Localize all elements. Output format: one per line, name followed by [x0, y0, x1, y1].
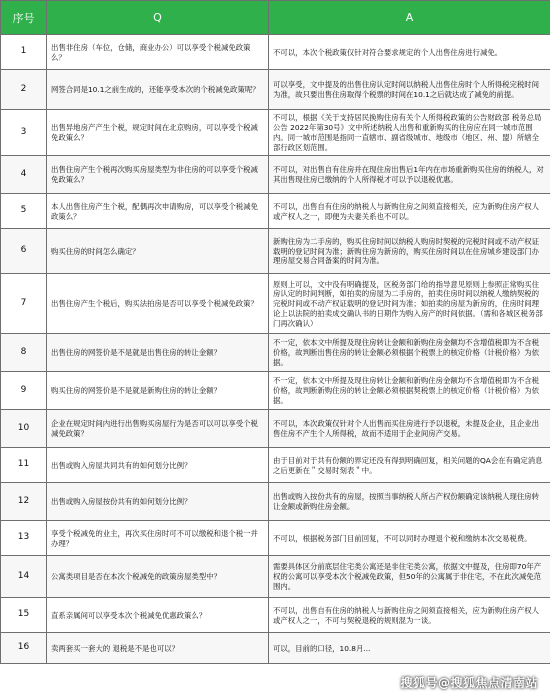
- row-number: 13: [1, 521, 47, 556]
- row-number: 1: [1, 35, 47, 70]
- row-question: 公寓类项目是否在本次个税减免的政策房屋类型中？: [47, 556, 269, 598]
- table-row: [1, 156, 550, 194]
- table-row: [1, 70, 550, 110]
- row-number: 2: [1, 70, 47, 110]
- row-question: 出售异地房产产生个税，规定时间在北京购房，可以享受个税减免政策么？: [47, 110, 269, 156]
- row-question: 出售住房产生个税再次购买房屋类型为非住房的可以享受个税减免政策么？: [47, 156, 269, 194]
- row-number: 9: [1, 372, 47, 410]
- row-answer: 新购住房为二手房的，购买住房时间以纳税人购房时契税的完税时间或不动产权证载明的登记时间为准；新购住房为新房的，购买住房时间以在住房城乡建设部门办理房屋交易合同备案的时间为准。: [269, 229, 550, 274]
- row-answer: 可以，目前的口径，10.8月...: [269, 633, 550, 664]
- table-row: [1, 598, 550, 633]
- table-row: [1, 410, 550, 448]
- row-answer: 不可以，本次个税政策仅针对符合要求规定的个人出售住房进行减免。: [269, 35, 550, 70]
- row-number: 6: [1, 229, 47, 274]
- row-answer: 不可以，本次政策仅针对个人出售而买住房进行予以退税，未提及企业，且企业出售住房不产生个人所得税，故而不适用于企业间房产交易。: [269, 410, 550, 448]
- table-row: [1, 372, 550, 410]
- row-number: 16: [1, 633, 47, 664]
- row-answer: 不可以，根据税务部门目前回复，不可以同时办理退个税和缴纳本次交易税费。: [269, 521, 550, 556]
- table-row: [1, 633, 550, 664]
- row-number: 3: [1, 110, 47, 156]
- row-number: 5: [1, 194, 47, 229]
- table-row: [1, 110, 550, 156]
- row-question: 购买住房的网签价是不是就是新购住房的转让金额？: [47, 372, 269, 410]
- row-question: 享受个税减免的业主，再次买住房时可不可以缴税和退个税一并办理？: [47, 521, 269, 556]
- row-answer: 需要具体区分前底层住宅类公寓还是非住宅类公寓，依据文中提及，住房即70年产权的公寓可以享受本次个税减免政策，但50年的公寓属于非住宅，不在此次减免范围内。: [269, 556, 550, 598]
- row-answer: 可以享受，文中提及的出售住房认定时间以纳税人出售住房时个人所得税完税时间为准，故只要出售住房取得个税票的时间在10.1之后就达成了减免的前提。: [269, 70, 550, 110]
- row-number: 14: [1, 556, 47, 598]
- row-question: 企业在规定时间内进行出售购买房屋行为是否可以可以享受个税减免政策？: [47, 410, 269, 448]
- table-row: [1, 521, 550, 556]
- row-question: 卖两套买一套大的 退税是不是也可以？: [47, 633, 269, 664]
- row-answer: 由于目前对于共有份额的界定还没有得到明确回复，相关问题的QA会在有确定消息之后更新在＂交易时刻表＂中。: [269, 448, 550, 483]
- row-number: 7: [1, 274, 47, 334]
- row-answer: 出售或购入按份共有的房屋，按照当事纳税人所占产权份额确定该纳税人现住房转让金额或新购住房金额。: [269, 483, 550, 521]
- row-number: 11: [1, 448, 47, 483]
- row-number: 4: [1, 156, 47, 194]
- row-question: 出售或购入房屋按份共有的如何划分比例？: [47, 483, 269, 521]
- header-question: Q: [47, 1, 269, 35]
- row-answer: 原则上可以，文中没有明确提及，区税务部门给的指导意见原则上参照正常购买住房认定的时间判断，如拍卖的房屋为二手房的，拍卖住房时间以纳税人缴纳契税的完税时间或不动产权证载明的登记时间为准；如拍卖的房屋为新房的，住房时间理论上以法院的拍卖成交确认书的日期作为购入房产的时间依据。（需和各城区税务部门再次确认）: [269, 274, 550, 334]
- row-answer: 不一定，依本文中所提及现住房转让金额和新购住房金额均不含增值税即为不含税价格，故判断新购住房的转让金额必须根据契税票上的核定价格（计税价格）为依据。: [269, 372, 550, 410]
- row-question: 直系亲属间可以享受本次个税减免优惠政策么？: [47, 598, 269, 633]
- table-row: [1, 483, 550, 521]
- table-row: [1, 274, 550, 334]
- row-question: 出售或购入房屋共同共有的如何划分比例？: [47, 448, 269, 483]
- header-answer: A: [269, 1, 550, 35]
- row-question: 购买住房的时间怎么确定？: [47, 229, 269, 274]
- table-row: [1, 35, 550, 70]
- watermark: 搜狐号@搜狐焦点清南站: [400, 676, 538, 690]
- row-answer: 不可以，出售自有住房的纳税人与新购住房之间须直接相关，应为新购住房产权人或产权人之一，不可与契税退税的规则混为一谈。: [269, 598, 550, 633]
- row-answer: 不一定，依本文中所提及现住房转让金额和新购住房金额均不含增值税即为不含税价格，故判断出售住房的转让金额必须根据个税票上的核定价格（计税价格）为依据。: [269, 334, 550, 372]
- table-row: [1, 448, 550, 483]
- header-number: 序号: [1, 1, 47, 35]
- row-answer: 不可以，出售自有住房的纳税人与新购住房之间须直接相关，应为新购住房产权人或产权人之一，即便为夫妻关系也不可以。: [269, 194, 550, 229]
- table-row: [1, 334, 550, 372]
- row-question: 出售非住房（车位，仓储，商业办公）可以享受个税减免政策么？: [47, 35, 269, 70]
- table-row: [1, 556, 550, 598]
- header-row: [1, 1, 550, 35]
- row-question: 出售住房的网签价是不是就是出售住房的转让金额？: [47, 334, 269, 372]
- row-number: 10: [1, 410, 47, 448]
- row-question: 网签合同是10.1之前生成的，还能享受本次的个税减免政策呢？: [47, 70, 269, 110]
- row-number: 12: [1, 483, 47, 521]
- row-answer: 不可以，根据《关于支持居民换购住房有关个人所得税政策的公告财政部 税务总局公告 2022年第30号》文中所述纳税人出售和重新购买的住房应在同一城市范围内。同一城市范围是指同一直辖市、副省级城市、地级市（地区、州、盟）所辖全部行政区划范围。: [269, 110, 550, 156]
- row-question: 出售住房产生个税后，购买法拍房是否可以享受个税减免政策？: [47, 274, 269, 334]
- table-row: [1, 229, 550, 274]
- row-question: 本人出售住房产生个税，配偶再次申请购房，可以享受个税减免政策么？: [47, 194, 269, 229]
- row-answer: 不可以，对出售自有住房并在现住房出售后1年内在市场重新购买住房的纳税人，对其出售现住房已缴纳的个人所得税才可以予以退税优惠。: [269, 156, 550, 194]
- row-number: 15: [1, 598, 47, 633]
- table-row: [1, 194, 550, 229]
- row-number: 8: [1, 334, 47, 372]
